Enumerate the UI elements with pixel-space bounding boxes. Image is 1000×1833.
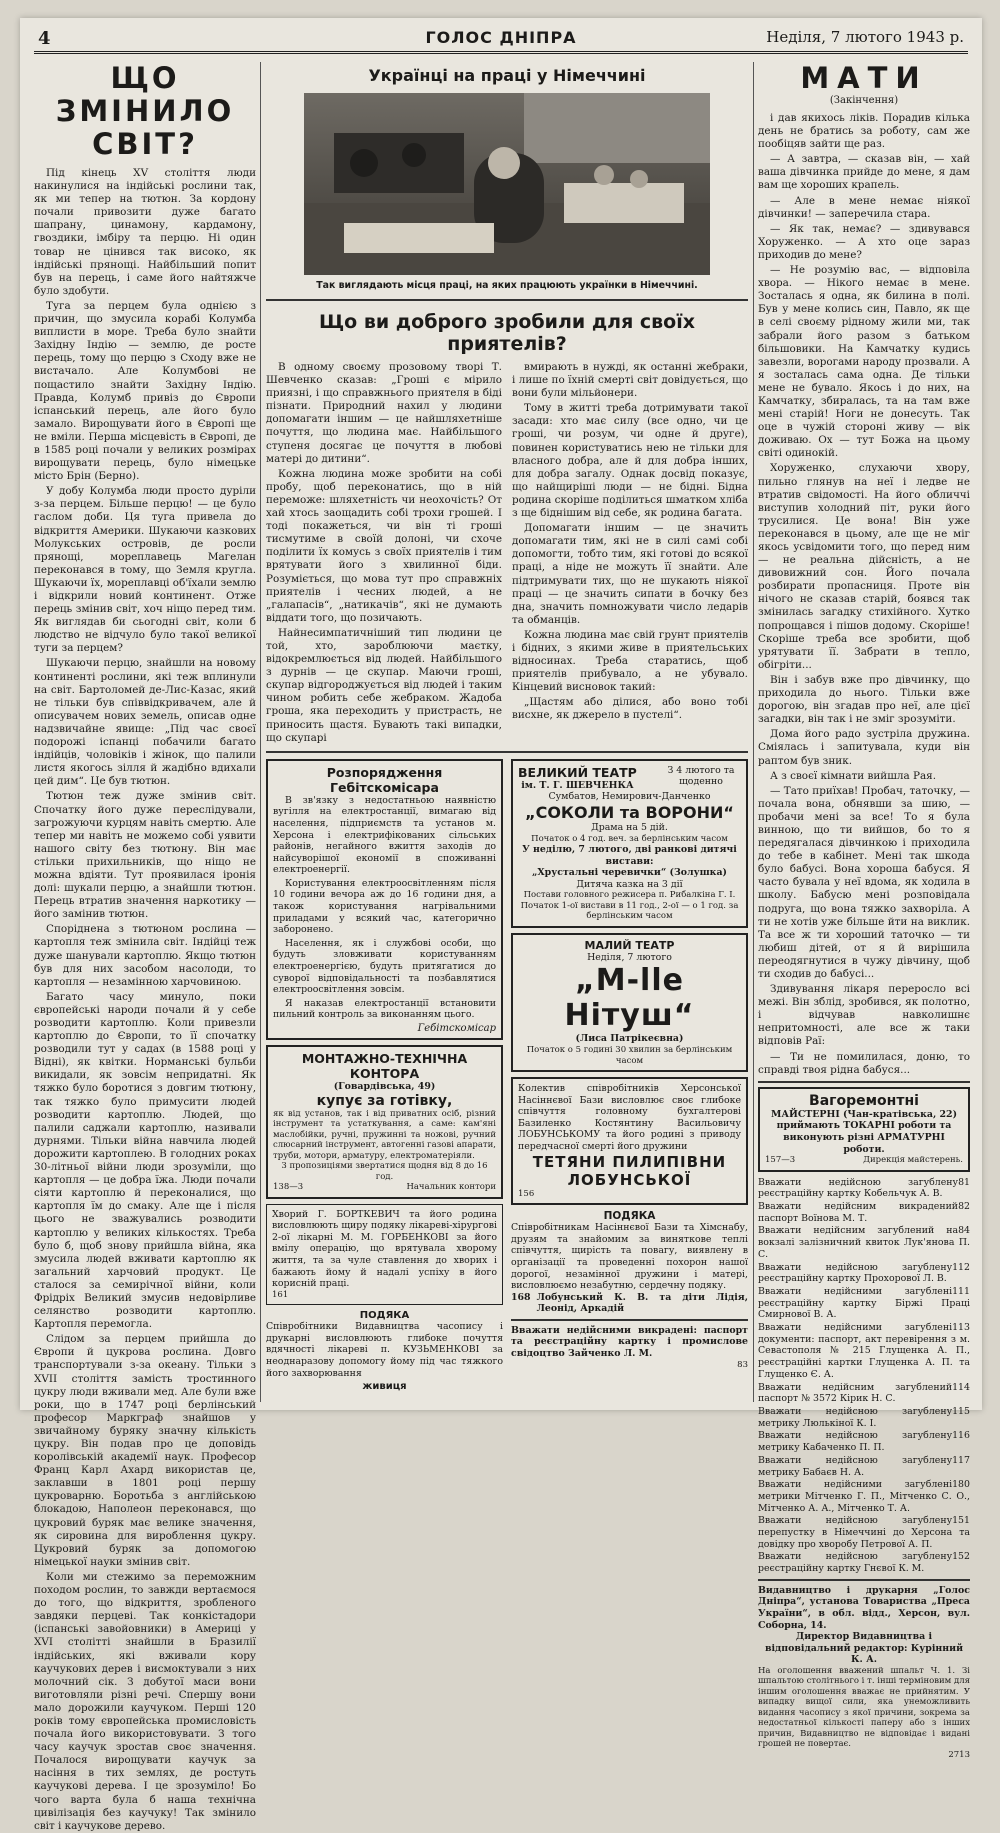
list-item xyxy=(758,1455,970,1478)
lost-item-ref: 111 xyxy=(952,1285,970,1297)
list-item xyxy=(758,1286,970,1321)
bottom-word: живиця xyxy=(362,1381,407,1393)
theater1-dates: З 4 лютого та щоденно xyxy=(667,764,735,788)
thanks-ad-3 xyxy=(511,1210,748,1370)
list-item xyxy=(758,1177,970,1200)
lost-item-text: Вважати недійсними загублені метрики Мітченко Г. П., Мітченко С. О., Мітченко А. А., Мітченко Т. А. xyxy=(758,1479,970,1514)
theater1-time: Початок о 4 год. веч. за берлінським часом xyxy=(531,833,728,844)
article-title-center: Що ви доброго зробили для своїх приятелів? xyxy=(318,311,696,355)
paragraph: Слідом за перцем прийшла до Європи й цукрова рослина. Довго транспортували з-за океану. Тільки з XVII століття замість тростинного цукру люди вживали мед. Але були вже роки, що в 1747 році берлінський професор Маркграф знайшов у звичайному буряку значну кількість цукру. Він подав про це доповідь королівській академії наук. Професор Франц Карл Ахард використав це, заклавши в 1801 році першу цукроварню. Боротьба з англійською блокадою, Наполеон переконався, що цукровий буряк має велике значення, як сировина для вироблення цукру. Цукровий буряк за допомогою німецької науки змінив світ. xyxy=(34,1333,256,1568)
theater2-subtitle: (Лиса Патрікеєвна) xyxy=(575,1033,684,1045)
big-theater-ad xyxy=(511,759,748,928)
center-column xyxy=(266,62,748,1404)
theater2-title: МАЛИЙ ТЕАТР xyxy=(584,938,675,952)
theater1-genre: Драма на 5 дій. xyxy=(591,821,668,833)
montazh-address: (Говардівська, 49) xyxy=(333,1081,436,1092)
paragraph: У добу Колумба люди просто дуріли з-за перцем. Більше перцю! — це було гаслом доби. Ця туга привела до відкриття Америки. Шукаючи казкових Молукських островів, де росли прянощі, мореплавець Магелан переконався в тому, що Земля кругла. Шукаючи їх, мореплавці об'їхали землю і відкрили новий континент. Отже перець змінив світ, хоч ніщо перед тим. Як виглядав би сьогодні світ, коли б людство не відчуло було такої великої туги за перцем? xyxy=(34,485,256,655)
montazh-body: як від установ, так і від приватних осіб, різний інструмент та устаткування, а саме: кам'яні маслобійки, ручні, пружинні та ножові, ручний слюсарний інструмент, автогенні газові апарати, труби, мотори, арматуру, електроматеріяли. xyxy=(273,1108,496,1161)
column-divider xyxy=(753,62,754,1402)
thanks1-text: Хворий Г. БОРТКЕВИЧ та його родина висловлюють щиру подяку лікареві-хірургові 2-ої лікарні М. М. ГОРБЕНКОВІ за його вмілу операцію, що врятувала хворому життя, та за чуле ставлення до хворих і бажають йому й надалі успіху в його корисній праці. xyxy=(272,1208,497,1290)
lost-item-text: Вважати недійсною загублену метрику Бабаєв Н. А. xyxy=(758,1454,953,1478)
ads-area xyxy=(266,759,748,1393)
small-theater-ad xyxy=(511,933,748,1072)
editor-info: Директор Видавництва і відповідальний редактор: Курінний К. А. xyxy=(764,1631,964,1666)
story-body xyxy=(758,112,970,1077)
paragraph: Користування електроосвітленням після 10 години вечора аж до 16 години дня, а також користування нагрівальними приладами у всякий час, категорично заборонено. xyxy=(273,877,496,936)
obituary-ad xyxy=(511,1077,748,1205)
order-notice xyxy=(266,759,503,1040)
montazh-note: 3 пропозиціями звертатися щодня від 8 до 16 год. xyxy=(281,1161,488,1182)
wagon-footer xyxy=(765,1155,963,1166)
feature-title: Українці на праці у Німеччині xyxy=(368,66,646,85)
divider xyxy=(266,299,748,301)
article-body-center xyxy=(266,361,748,747)
lost-item-ref: 151 xyxy=(952,1515,970,1527)
list-item xyxy=(758,1322,970,1381)
theater1-authors: Сумбатов, Немирович-Данченко xyxy=(548,791,711,803)
wagon-ref: 157—3 xyxy=(765,1155,796,1166)
paragraph: і дав якихось ліків. Порадив кілька день не братись за роботу, сам же пообіцяв зайти ще раз. xyxy=(758,112,970,151)
paragraph: Під кінець XV століття люди накинулися на індійські рослини так, як ми тепер на тютюн. За кордону почали привозити дуже багато шапрану, цинамону, кардамону, гвоздики, імбіру та перцю. Ні один товар не цінився так високо, як індійські прянощі. Найбільший попит був на перець, і саме його найтяжче було здобути. xyxy=(34,167,256,297)
montazh-footer xyxy=(273,1182,496,1193)
story-title: МАТИ xyxy=(800,61,928,95)
lost-item-ref: 113 xyxy=(952,1322,970,1334)
paragraph: Населення, як і службові особи, що будуть зловживати користуванням електроенергією, будуть притягатися до суворої відповідальності та позбавлятися електроосвітлення зовсім. xyxy=(273,937,496,996)
thanks3-text: Співробітникам Насіннєвої Бази та Хімснабу, друзям та знайомим за виняткове теплі співчуття, щирість та повагу, виявлену в організації та проведенні похорон нашої дорогої, незамінної дружини і матері, висловлюємо незабутню, сердечну подяку. xyxy=(511,1222,748,1292)
divider xyxy=(266,751,748,753)
paragraph: Тому в житті треба дотримувати такої засади: хто має силу (все одно, чи це гроші, чи розум, чи одне й друге), повинен користуватись нею не тільки для власного добра, але й для добра інших, для добра загалу. Однак досвід показує, що найщиріші люди — не бідні. Бідна родина скоріше поділиться шматком хліба з ще біднішим від себе, як родина багата. xyxy=(512,402,748,520)
order-title: Розпорядження Гебітскомісара xyxy=(326,764,443,795)
theater1-subtitle: ім. Т. Г. ШЕВЧЕНКА xyxy=(521,779,634,791)
thanks-ad-1 xyxy=(266,1204,503,1306)
theater1-kids: „Хрустальні черевички“ (Золушка) xyxy=(532,867,727,879)
issue-date: Неділя, 7 лютого 1943 р. xyxy=(766,28,964,46)
paragraph: — Але в мене немає ніякої дівчинки! — заперечила стара. xyxy=(758,194,970,220)
paragraph: Тютюн теж дуже змінив світ. Спочатку його дуже переслідували, загрожуючи курцям навіть смертю. Але тепер ми навіть не можемо собі уявити нашого світу без тютюну. Він має стільки прихильників, що ніщо не можна вдіяти. Тут проявилася іронія долі: шукали перцю, а знайшли тютюн. Перець втратив значення наркотику — його замінив тютюн. xyxy=(34,790,256,921)
lost-item-ref: 114 xyxy=(952,1381,970,1393)
divider xyxy=(758,1579,970,1581)
story-subtitle: (Закінчення) xyxy=(829,95,899,106)
montazh-ad xyxy=(266,1045,503,1199)
lost-item-ref: 152 xyxy=(952,1551,970,1563)
paragraph: — Не розумію вас, — відповіла хвора. — Нікого немає в мене. Зосталась я одна, як билина в полі. Був у мене колись син, Павло, як ще в селі своєму рідному жили ми, так забрали його разом з батьком більшовики. На Камчатку кудись завезли, ворогами народу прозвали. А я зосталась сама одна. Де тільки мене не бувало. Якось і до них, на Камчатку, збиралась, та на там вже мені старій! Ноги не донесуть. Так оце в чужій стороні живу — вік доживаю. Ох — тут Божа на цьому світі одинокій. xyxy=(758,264,971,460)
montazh-slogan: купує за готівку, xyxy=(316,1092,453,1109)
list-item xyxy=(758,1382,970,1405)
paragraph: В одному своєму прозовому творі Т. Шевченко сказав: „Гроші є мірило приязні, і що справжнього приятеля в біді пізнати. Природний нахил у людини допомагати іншим — це найшляхетніше почуття, що людина має. Найбільшого ступеня досягає це почуття в любові матері до дитини“. xyxy=(266,361,502,465)
wagon-director: Дирекція майстерень. xyxy=(863,1155,963,1166)
article-title-left: ЩО ЗМІНИЛО СВІТ? xyxy=(55,61,235,161)
list-item xyxy=(758,1479,970,1514)
paragraph: Допомагати іншим — це значить допомагати тим, які не в силі самі собі допомогти, тобто тим, які готові до всякої праці, а ніде не можуть її знайти. Але підтримувати тих, що не шукають ніякої праці — це значить сипати в бочку без дна, значить помножувати число ледарів та обманців. xyxy=(512,522,748,626)
lost-item-text: Вважати недійсною загублену реєстраційну картку Кобельчук А. В. xyxy=(758,1176,959,1200)
lost-item-ref: 116 xyxy=(952,1430,970,1442)
page-number: 4 xyxy=(38,28,51,49)
order-body xyxy=(273,795,496,1021)
obituary-text: Колектив співробітників Херсонської Насіннєвої Бази висловлює своє глибоке співчуття головному бухгалтерові Базиленко Костянтину Васильовичу ЛОБУНСЬКОМУ та його родині з приводу передчасної смерті його дружини xyxy=(518,1083,741,1153)
left-column xyxy=(34,61,256,1832)
newspaper-page xyxy=(20,18,982,1832)
thanks3-signature: Лобунський К. В. та діти Лідія, Леонід, Аркадій xyxy=(536,1291,748,1315)
montazh-director: Начальник контори xyxy=(406,1182,496,1193)
newspaper-name: ГОЛОС ДНІПРА xyxy=(425,28,577,47)
theater2-date: Неділя, 7 лютого xyxy=(587,951,672,963)
paragraph: Дома його радо зустріла дружина. Сміялась і запитувала, куди він раптом був зник. xyxy=(758,728,970,767)
factory-photo xyxy=(304,93,710,275)
ads-column-left xyxy=(266,759,503,1393)
paragraph: „Щастям або ділися, або воно тобі висхне, як джерело в пустелі“. xyxy=(512,696,748,722)
paragraph: Коли ми стежимо за переможним походом рослин, то завжди вертаємося до того, що відкриття, зробленого завдяки перцеві. Так конкістадори (іспанські завойовники) в Америці у XVI столітті знайшли в Бразилії індійських, які вживали кору каучукових дерев і висмоктували з них молочний сік. З добутої маси вони виготовляли різні речі. Спершу вони мало дорожили каучуком. Перші 120 років тому європейська промисловість почала його використовувати. З того часу каучук зростав своє значення. Почалося вирощувати каучук за насіння в тих землях, де ростуть каучукові дерева. І це зрозуміло! Бо чого варта була б наша технічна цивілізація без каучуку! Так змінило світ і каучукове дерево. xyxy=(34,1570,256,1832)
theater1-title: ВЕЛИКИЙ ТЕАТР xyxy=(518,764,637,780)
list-item xyxy=(758,1515,970,1550)
lost-item-text: Вважати недійсним загублений на вокзалі залізничний квиток Лук'янова П. С. xyxy=(758,1225,970,1260)
thanks1-ref: 161 xyxy=(272,1289,289,1300)
thanks3-title: ПОДЯКА xyxy=(603,1210,656,1223)
list-item xyxy=(758,1225,970,1260)
lost-item-ref: 180 xyxy=(952,1479,970,1491)
lost-item-ref: 117 xyxy=(952,1454,970,1466)
paragraph: Туга за перцем була однією з причин, що змусила корабі Колумба виплисти в море. Треба було знайти Західну Індію — землю, де росте перець, тому що перцю з Сходу вже не вистачало. Але Колумбові не пощастило знайти Західну Індію. Правда, Колумб привіз до Європи іспанський перець, але його було замало. Вирощувати його в Європі ще не вміли. Перша місцевість в Європі, де в 1585 році почали у великих розмірах вирощувати перець, було німецьке місто Брін (Берно). xyxy=(34,299,256,483)
thanks3-ref: 168 xyxy=(511,1291,531,1303)
thanks2-title: ПОДЯКА xyxy=(359,1310,410,1322)
lost-item-text: Вважати недійсними загублені документи: паспорт, акт перевірення з м. Севастополя № 215 Глущенка А. П., реєстраційні картки Глущенка А. П. та Глущенко Є. А. xyxy=(758,1322,970,1380)
wagon-ad xyxy=(758,1087,970,1172)
lost-item-ref: 112 xyxy=(952,1261,970,1273)
list-item xyxy=(758,1430,970,1453)
column-divider xyxy=(260,62,261,1402)
wagon-title: Вагоремонтні xyxy=(809,1092,919,1109)
publisher-info: Видавництво і друкарня „Голос Дніпра“, установа Товариства „Преса України“, в обл. відд., Херсон, вул. Соборна, 14. xyxy=(758,1584,970,1631)
paragraph: Я наказав електростанції встановити пильний контроль за виконанням цього. xyxy=(273,997,496,1021)
theater2-play: „М-lle Нітуш“ xyxy=(564,963,695,1034)
thanks-ad-2 xyxy=(266,1310,503,1392)
lost-item-text: Вважати недійсною загублену реєстраційну картку Гнєвої К. М. xyxy=(758,1551,953,1575)
paragraph: А з своєї кімнати вийшла Рая. xyxy=(770,769,937,782)
lost-item-ref: 81 xyxy=(958,1176,970,1188)
paragraph: Найнесимпатичніший тип людини це той, хто, зароблюючи маєтку, відокремлюється від людей. Найбільшого з дурнів — це скупар. Маючи гроші, скупар відгороджується від людей і таким чином робить себе жебраком. Жадоба гроша, яка переходить у пристрасть, не приносить щастя. Бувають такі випадки, що скупарі xyxy=(266,626,502,744)
paragraph: Споріднена з тютюном рослина — картопля теж змінила світ. Індійці теж дуже шанували картоплю. Якщо тютюн був для них засобом насолоди, то картопля — незамінною харчовиною. xyxy=(34,923,256,988)
theater1-kids-genre: Дитяча казка на 3 дії xyxy=(576,878,683,890)
footnote-ref: 2713 xyxy=(948,1749,970,1760)
lost-item-text: Вважати недійсною загублену перепустку в Німеччині до Херсона та довідку про хворобу Петрової А. П. xyxy=(758,1515,970,1550)
lost-item-ref: 115 xyxy=(952,1405,970,1417)
paragraph: В зв'язку з недостатньою наявністю вугілля на електростанції, вимагаю від населення, підприємств та установ м. Херсона і електрифікованих сільських районів, негайного вжиття заходів до найсуворішої економії в споживанні електроенергії. xyxy=(273,794,496,876)
order-signature: Гебітскомісар xyxy=(417,1023,496,1034)
obituary-ref: 156 xyxy=(518,1188,535,1199)
article-body-left xyxy=(34,167,256,1833)
obituary-name: ТЕТЯНИ ПИЛИПІВНИ ЛОБУНСЬКОЇ xyxy=(532,1152,727,1189)
paragraph: — Ти не помилилася, доню, то справді твоя рідна бабуся... xyxy=(758,1050,970,1076)
paragraph: — Як так, немає? — здивувався Хоруженко. — А хто оце зараз приходив до мене? xyxy=(758,222,970,261)
ads-column-right xyxy=(511,759,748,1393)
theater1-sunday: У неділю, 7 лютого, дві ранкові дитячі вистави: xyxy=(522,844,737,867)
paragraph: Здивування лікаря переросло всі межі. Він зблід, зробився, як полотно, і відчував навколишнє непритомності, але все ж таки відповів Раї: xyxy=(758,983,970,1048)
photo-image xyxy=(304,93,710,275)
list-item xyxy=(758,1262,970,1285)
paragraph: — Тато приїхав! Пробач, таточку, — почала вона, обнявши за шию, — пробачи мені за все! То я була винною, що ти вийшов, бо то я передягалася дівчинкою і приходила до тебе в кабінет. Мені так шкода було бабусі. Вона хороша бабуся. Я часто бувала у неї вдома, як ходила в школу. Бабусю мені розповідала подруга, що вона тяжко захворіла. А ти не хотів уже більше йти на виклик. Та все ж ти хороший таточко — ти любиш дітей, от я й вирішила переодягнутися в чужу дівчину, щоб ти сходив до бабусі... xyxy=(758,784,970,980)
list-item xyxy=(758,1551,970,1574)
montazh-ref: 138—3 xyxy=(273,1182,304,1193)
list-item xyxy=(758,1201,970,1224)
paragraph: Кожна людина може зробити на собі пробу, щоб переконатись, що в ній переможе: шляхетність чи неохочість? От хай хтось заощадить собі трохи грошей. І тоді покажеться, чи він ті гроші тисмутиме в своїй долоні, чи схоче поділити їх комусь з своїх приятелів і тим врятувати його з хвилинної біди. Розуміється, що мова тут про справжніх приятелів і чесних людей, а не „галапасів“, „натикачів“, які не думають віддати того, що позичають. xyxy=(266,467,502,624)
thanks3-footer xyxy=(511,1292,748,1315)
lost-item-text: Вважати недійсним загублений паспорт № 3572 Кірик Н. С. xyxy=(758,1381,953,1405)
lost-item-ref: 84 xyxy=(958,1225,970,1237)
theater1-head xyxy=(518,765,741,792)
lost-item-text: Вважати недійсною загублену метрику Люлькіної К. І. xyxy=(758,1405,953,1429)
wagon-need: приймають ТОКАРНІ роботи та виконують різні АРМАТУРНІ роботи. xyxy=(776,1120,952,1155)
lost-item-text: Вважати недійсною загублену метрику Кабаченко П. П. xyxy=(758,1430,953,1454)
theater1-play: „СОКОЛИ та ВОРОНИ“ xyxy=(525,802,734,822)
paragraph: Кожна людина має свій грунт приятелів і бідних, з якими живе в приятельських відносинах. Треба старатись, щоб приятелів прибувало, а не убувало. Кінцевий висновок такий: xyxy=(512,628,748,694)
lost-bottom-ref: 83 xyxy=(737,1359,748,1370)
footnote: На оголошення вважений шпальт Ч. 1. Зі шпальтою столітнього і т. інші терміновим для іншим оголошення вважає не прийнятим. У випадку вищої сили, яка унеможливить видання часопису з якої причини, зокрема за недостатньої кількості паперу або з інших причин, Видавництво не відповідає і видані грошей не повертає. xyxy=(758,1665,970,1750)
montazh-title: МОНТАЖНО-ТЕХНІЧНА КОНТОРА xyxy=(301,1051,468,1081)
lost-documents-list xyxy=(758,1177,970,1575)
lost-bottom-text: Вважати недійсними викрадені: паспорт та реєстраційну картку і промислове свідоцтво Зайченко Л. М. xyxy=(511,1324,748,1360)
divider xyxy=(758,1081,970,1083)
page-header xyxy=(34,24,968,54)
photo-caption: Так виглядають місця праці, на яких працюють українки в Німеччині. xyxy=(316,280,698,291)
paragraph: — А завтра, — сказав він, — хай ваша дівчинка прийде до мене, я дам вам ще хороших крапель. xyxy=(758,153,970,192)
article-column-2 xyxy=(512,361,748,747)
divider xyxy=(511,1319,748,1321)
paragraph: вмирають в нужді, як останні жебраки, і лише по їхній смерті світ довідується, що вони були мільйонери. xyxy=(512,361,748,400)
paragraph: Шукаючи перцю, знайшли на новому континенті рослини, які теж вплинули на світ. Бартоломей де-Лис-Казас, який не тільки був співвідкривачем, але й описувачем нових земель, описав одне надзвичайне явище: „Під час своєї подорожі іспанці побачили багато індійців, чоловіків і жінок, що палили листя якогось зілля й жадібно вдихали цей дим“. Це був тютюн. xyxy=(34,657,256,788)
theater1-names xyxy=(518,765,637,792)
lost-item-text: Вважати недійсними загублені реєстраційну картку Біржі Праці Смирнової В. А. xyxy=(758,1285,970,1321)
lost-item-ref: 82 xyxy=(958,1201,970,1213)
paragraph: Хоруженко, слухаючи хвору, пильно глянув на неї і ледве не втратив свідомості. На його обличчі виступив холодний піт, руки його трусилися. Це вона! Він уже переконався в цьому, але ще не міг якось усвідомити того, що перед ним — не реальна дійсність, а не дивовижний сон. Його почала розбирати пропасниця. Проте він нічого не сказав старій, боявся так змінилась загадку стихійного. Хутко попрощався і пішов додому. Скоріше! Скоріше треба все зробити, щоб урятувати її. Забрати в тепло, обігріти... xyxy=(758,462,970,671)
list-item xyxy=(758,1406,970,1429)
theater1-kids-time: Початок 1-ої вистави в 11 год., 2-ої — о 1 год. за берлінським часом xyxy=(520,900,739,922)
paragraph: Багато часу минуло, поки європейські народи почали й у себе розводити картоплю. Коли привезли картоплю до Європи, то її спочатку розводили тут у садах (в 1588 році у Відні), як квітки. Норманські бульби викидали, як зовсім непридатні. Як тяжко було боротися з довгим тютюну, так тяжко було примусити людей розводити картоплю. Людей, що палили саджали картоплю, називали дурнями. Тільки війна навчила людей дорожити картоплею. В голодних роках 30-літньої війни люди зрозуміли, що картопля — це добра їжа. Люди почали сіяти картоплю й переконалися, що картопля їм до смаку. Але ще і після цього не зважувались розводити картоплю у великих кількостях. Треба було б, щоб знову прийшла війна, яка змусила людей вживати картоплю як загальний харчовий продукт. Це сталося за семирічної війни, коли Фрідріх Великий змусив недовірливе селянство розводити картоплю. Картопля перемогла. xyxy=(34,990,256,1331)
paragraph: Він і забув вже про дівчинку, що приходила до нього. Тільки вже дорогою, він згадав про неї, але цієї загадки, він так і не зміг зрозуміти. xyxy=(758,673,970,726)
lost-item-text: Вважати недійсним викрадений паспорт Воїнова М. Т. xyxy=(758,1201,959,1224)
article-column-1 xyxy=(266,361,502,747)
theater1-director: Постави головного режисера п. Рибалкіна Г. І. xyxy=(523,890,736,901)
thanks2-text: Співробітники Видавництва часопису і друкарні висловлюють глибоке почуття вдячності лікареві п. КУЗЬМЕНКОВІ за неоднаразову допомогу йому під час тяжкого його захворювання xyxy=(266,1321,503,1379)
right-column xyxy=(758,61,971,1760)
theater2-time: Початок о 5 годині 30 хвилин за берлінським часом xyxy=(526,1045,733,1066)
lost-item-text: Вважати недійсною загублену реєстраційну картку Прохорової Л. В. xyxy=(758,1261,953,1285)
wagon-body: МАЙСТЕРНІ (Чан-кратівська, 22) xyxy=(770,1108,958,1120)
